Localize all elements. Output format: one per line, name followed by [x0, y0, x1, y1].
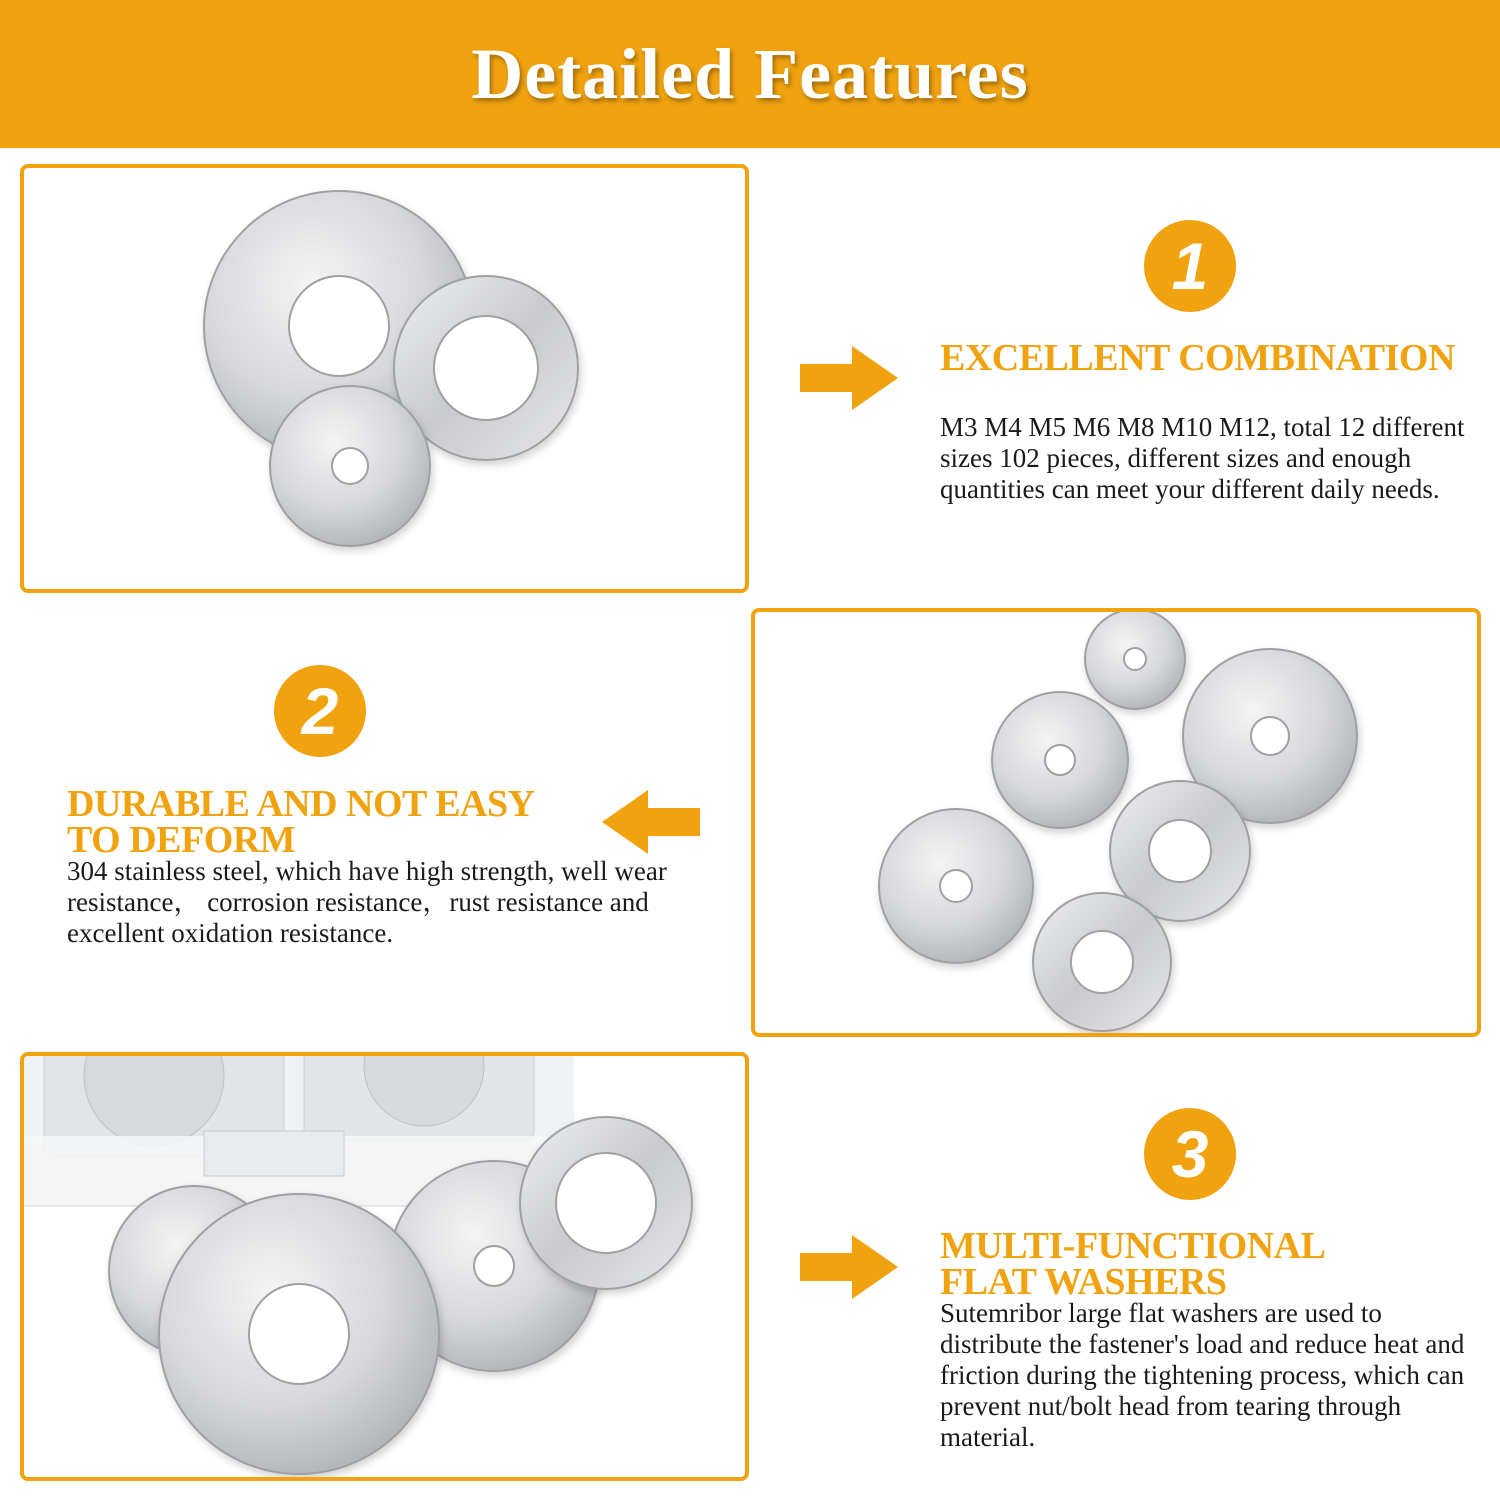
image-panel-three-washers: [20, 164, 749, 593]
feature-title: [940, 1225, 1326, 1303]
image-panel-washers-box: [20, 1052, 749, 1481]
feature-title-line: TO DEFORM: [67, 819, 296, 861]
image-panel-seven-washers: [751, 608, 1481, 1037]
feature-title: [67, 783, 535, 861]
feature-number-badge: 2: [274, 665, 366, 757]
feature-title-line: MULTI-FUNCTIONAL: [940, 1225, 1326, 1267]
feature-description: Sutemribor large flat washers are used to distribute the fastener's load and reduce heat and friction during the tightening process, which can prevent nut/bolt head from tearing through material.: [940, 1298, 1465, 1452]
feature-title-line: FLAT WASHERS: [940, 1261, 1227, 1303]
feature-number-badge: 3: [1144, 1108, 1236, 1200]
feature-number-badge: 1: [1144, 220, 1236, 312]
page-title: Detailed Features: [471, 33, 1029, 114]
feature-description: 304 stainless steel, which have high strength, well wear resistance， corrosion resistance，rust resistance and excellent oxidation resistance.: [67, 856, 667, 948]
arrow-right-icon: [800, 346, 900, 410]
washers-illustration-2: [755, 612, 1477, 1033]
arrow-left-icon: [600, 790, 700, 854]
arrow-right-icon: [800, 1235, 900, 1299]
feature-title: EXCELLENT COMBINATION: [940, 337, 1455, 379]
header-banner: [0, 0, 1500, 148]
washers-illustration-1: [24, 168, 745, 589]
feature-title-line: DURABLE AND NOT EASY: [67, 783, 535, 825]
feature-description: M3 M4 M5 M6 M8 M10 M12, total 12 different sizes 102 pieces, different sizes and enough quantities can meet your different daily needs.: [940, 412, 1465, 504]
washers-illustration-3: [24, 1056, 745, 1477]
